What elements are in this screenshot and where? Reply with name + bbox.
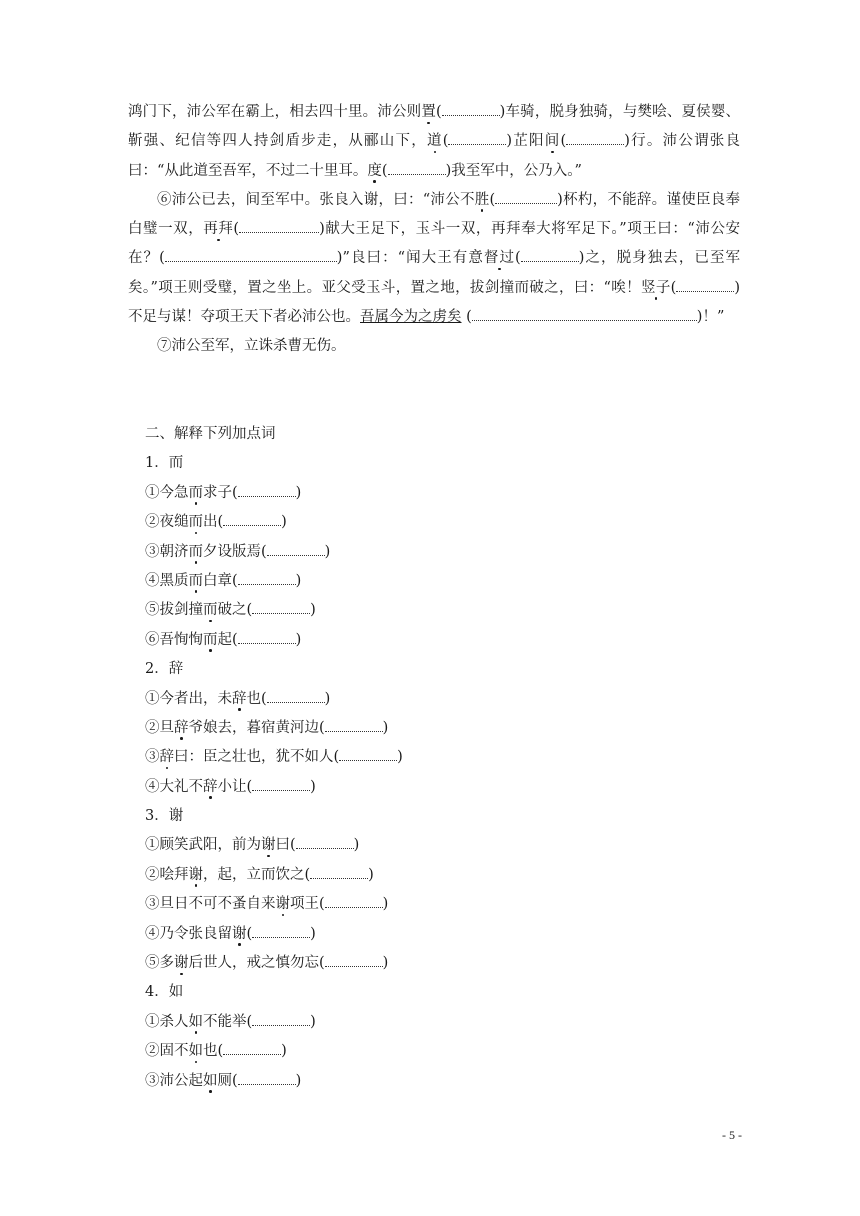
- answer-blank[interactable]: [310, 864, 368, 879]
- dotted-word: 胜: [474, 191, 490, 208]
- answer-blank[interactable]: [448, 130, 506, 145]
- item-text: 曰：臣之壮也，犹不如人: [174, 749, 334, 766]
- exercise-item: ②旦辞爷娘去，暮宿黄河边( ): [145, 714, 403, 743]
- item-text: 小让: [217, 778, 247, 795]
- answer-blank[interactable]: [238, 482, 296, 497]
- exercise-item: ③沛公起如厕( ): [145, 1067, 403, 1096]
- dotted-word: 而: [203, 631, 218, 648]
- item-text: ④大礼不: [145, 778, 203, 795]
- dotted-word: 置: [421, 104, 436, 120]
- passage-text: ”良曰：“闻大王有意: [342, 250, 484, 267]
- item-text: ②夜缒: [145, 514, 189, 531]
- word-group-title: 2．辞: [145, 661, 184, 678]
- dotted-word: 而: [188, 514, 203, 531]
- answer-blank[interactable]: [442, 101, 500, 116]
- item-text: ，起，立而饮之: [203, 866, 305, 883]
- dotted-word: 而: [203, 602, 218, 619]
- exercise-item: ①今急而求子( ): [145, 479, 403, 508]
- word-group-title: 3．谢: [145, 808, 184, 825]
- item-text: ②旦: [145, 719, 174, 736]
- passage-text: 行。沛公谓张良曰：“从此道至吾军，不过二十里耳。: [128, 133, 741, 179]
- answer-blank[interactable]: [252, 1011, 310, 1026]
- passage-text: 献大王足下，玉斗一双，再拜奉大将军足下。”项王曰：“沛公安在？: [128, 221, 741, 267]
- answer-blank[interactable]: [223, 1040, 281, 1055]
- item-text: 起: [217, 631, 232, 648]
- dotted-word: 督过: [483, 250, 516, 267]
- dotted-word: 如: [188, 1043, 203, 1060]
- item-text: ⑥吾恂恂: [145, 631, 203, 648]
- exercise-item: ④乃令张良留谢( ): [145, 920, 403, 949]
- answer-blank[interactable]: [495, 189, 557, 204]
- section-2: [145, 420, 403, 1096]
- dotted-word: 道: [426, 133, 443, 150]
- item-text: 白章: [203, 572, 232, 589]
- answer-blank[interactable]: [388, 160, 446, 175]
- passage-text: 我至军中，公乃入。”: [451, 162, 582, 179]
- answer-blank[interactable]: [252, 923, 310, 938]
- exercise-item: ③旦日不可不蚤自来谢项王( ): [145, 890, 403, 919]
- item-text: ④黑质: [145, 572, 189, 589]
- answer-blank[interactable]: [238, 570, 296, 585]
- exercise-item: ③辞曰：臣之壮也，犹不如人( ): [145, 743, 403, 772]
- dotted-word: 辞: [232, 690, 247, 707]
- dotted-word: 辞: [174, 719, 189, 736]
- dotted-word: 谢: [188, 866, 203, 883]
- passage-text: ⑥沛公已去，间至军中。张良入谢，曰：“沛公不: [157, 191, 475, 208]
- exercise-item: ①今者出，未辞也( ): [145, 685, 403, 714]
- answer-blank[interactable]: [325, 717, 383, 732]
- answer-blank[interactable]: [239, 218, 319, 233]
- answer-blank[interactable]: [472, 306, 697, 321]
- exercise-item: ②哙拜谢，起，立而饮之( ): [145, 861, 403, 890]
- answer-blank[interactable]: [252, 599, 310, 614]
- answer-blank[interactable]: [521, 247, 579, 262]
- dotted-word: 度: [367, 162, 382, 179]
- passage-paragraph-7: ⑦沛公至军，立诛杀曹无伤。: [157, 338, 346, 355]
- exercise-item: ②夜缒而出( ): [145, 508, 403, 537]
- item-text: 爷娘去，暮宿黄河边: [188, 719, 319, 736]
- item-text: ④乃令张良留: [145, 925, 232, 942]
- item-text: 破之: [217, 602, 247, 619]
- item-text: ①顾笑武阳，前为: [145, 837, 261, 854]
- answer-blank[interactable]: [267, 688, 325, 703]
- passage-text: 之，脱身独去，已至军矣。”项王则受璧，置之坐上。亚父受玉斗，置之地，拔剑撞而破之，曰：“唉！: [128, 250, 741, 296]
- answer-blank[interactable]: [238, 629, 296, 644]
- dotted-word: 而: [188, 543, 203, 560]
- item-text: ③朝济: [145, 543, 189, 560]
- dotted-word: 间: [544, 133, 561, 150]
- item-text: ③沛公起: [145, 1072, 203, 1089]
- exercise-item: ①顾笑武阳，前为谢曰( ): [145, 831, 403, 860]
- dotted-word: 如: [203, 1072, 218, 1089]
- answer-blank[interactable]: [267, 541, 325, 556]
- passage-paragraph-5: 鸿门下，沛公军在霸上，相去四十里。沛公则置( )车骑，脱身独骑，与樊哙、夏侯婴、靳强、纪信等四人持剑盾步走，从郦山下，道( )芷阳间( )行。沛公谓张良曰：“从此道至吾军，不过二十里耳。度( )我至军中，公乃入。”: [128, 98, 740, 186]
- word-group-title: 4．如: [145, 984, 184, 1001]
- item-text: 也: [203, 1043, 218, 1060]
- dotted-word: 辞: [159, 749, 174, 766]
- exercise-item: ⑤拔剑撞而破之( ): [145, 596, 403, 625]
- passage-text: ！”: [702, 309, 725, 326]
- item-text: 也: [246, 690, 261, 707]
- section-heading: 二、解释下列加点词: [145, 426, 276, 442]
- word-groups: [145, 449, 403, 1096]
- dotted-word: 辞: [203, 778, 218, 795]
- item-text: 厕: [217, 1072, 232, 1089]
- passage-text: 车骑，脱身独骑，与樊哙、夏侯婴、靳强、纪信等四人持剑盾步走，从郦山下，: [128, 104, 741, 150]
- dotted-word: 谢: [261, 837, 276, 854]
- answer-blank[interactable]: [238, 1070, 296, 1085]
- answer-blank[interactable]: [165, 247, 337, 262]
- exercise-item: ⑤多谢后世人，戒之慎勿忘( ): [145, 949, 403, 978]
- passage-text: 不足与谋！夺项王天下者必沛公也。: [128, 309, 360, 326]
- word-group-title: 1．而: [145, 455, 184, 472]
- item-text: ③: [145, 749, 160, 766]
- exercise-item: ⑥吾恂恂而起( ): [145, 626, 403, 655]
- item-text: ①今者出，未: [145, 690, 232, 707]
- exercise-item: ④大礼不辞小让( ): [145, 773, 403, 802]
- item-text: ⑤多: [145, 955, 174, 972]
- answer-blank[interactable]: [325, 952, 383, 967]
- item-text: ②哙拜: [145, 866, 189, 883]
- item-text: 不能举: [203, 1013, 247, 1030]
- exercise-item: ②固不如也( ): [145, 1037, 403, 1066]
- passage-text: 鸿门下，沛公军在霸上，相去四十里。沛公则: [128, 104, 422, 120]
- exercise-item: ①杀人如不能举( ): [145, 1008, 403, 1037]
- dotted-word: 再拜: [203, 221, 234, 238]
- passage-paragraph-6: ⑥沛公已去，间至军中。张良入谢，曰：“沛公不胜( )杯杓，不能辞。谨使臣良奉白璧一双，再拜( )献大王足下，玉斗一双，再拜奉大将军足下。”项王曰：“沛公安在？( )”良曰：“闻大王有意督过( )之，脱身独去，已至军矣。”项王则受璧，置之坐上。亚父受玉斗，置之地，拔剑撞而破之，曰：“唉！竖子( )不足与谋！夺项王天下者必沛公也。吾属今为之虏矣 ( )！”: [128, 186, 740, 332]
- item-text: 求子: [203, 484, 232, 501]
- answer-blank[interactable]: [676, 277, 734, 292]
- answer-blank[interactable]: [325, 893, 383, 908]
- item-text: 夕设版焉: [203, 543, 261, 560]
- item-text: 曰: [275, 837, 290, 854]
- item-text: 项王: [290, 896, 319, 913]
- item-text: ③旦日不可不蚤自来: [145, 896, 276, 913]
- item-text: ①今急: [145, 484, 189, 501]
- underlined-sentence: 吾属今为之虏矣: [360, 309, 462, 326]
- dotted-word: 谢: [174, 955, 189, 972]
- item-text: ②固不: [145, 1043, 189, 1060]
- item-text: 后世人，戒之慎勿忘: [188, 955, 319, 972]
- dotted-word: 竖子: [640, 279, 671, 296]
- passage-text: 芷阳: [512, 133, 545, 150]
- answer-blank[interactable]: [252, 776, 310, 791]
- dotted-word: 而: [188, 572, 203, 589]
- answer-blank[interactable]: [223, 511, 281, 526]
- answer-blank[interactable]: [566, 130, 624, 145]
- dotted-word: 而: [188, 484, 203, 501]
- exercise-item: ③朝济而夕设版焉( ): [145, 538, 403, 567]
- passage: [128, 98, 740, 362]
- answer-blank[interactable]: [296, 834, 354, 849]
- dotted-word: 如: [188, 1013, 203, 1030]
- item-text: 出: [203, 514, 218, 531]
- dotted-word: 谢: [232, 925, 247, 942]
- exercise-item: ④黑质而白章( ): [145, 567, 403, 596]
- dotted-word: 谢: [275, 896, 290, 913]
- item-text: ⑤拔剑撞: [145, 602, 203, 619]
- item-text: ①杀人: [145, 1013, 189, 1030]
- answer-blank[interactable]: [339, 746, 397, 761]
- passage-text: 杯杓，不能辞。谨使臣良奉白璧一双，: [128, 191, 740, 238]
- page-number: - 5 -: [722, 1128, 742, 1142]
